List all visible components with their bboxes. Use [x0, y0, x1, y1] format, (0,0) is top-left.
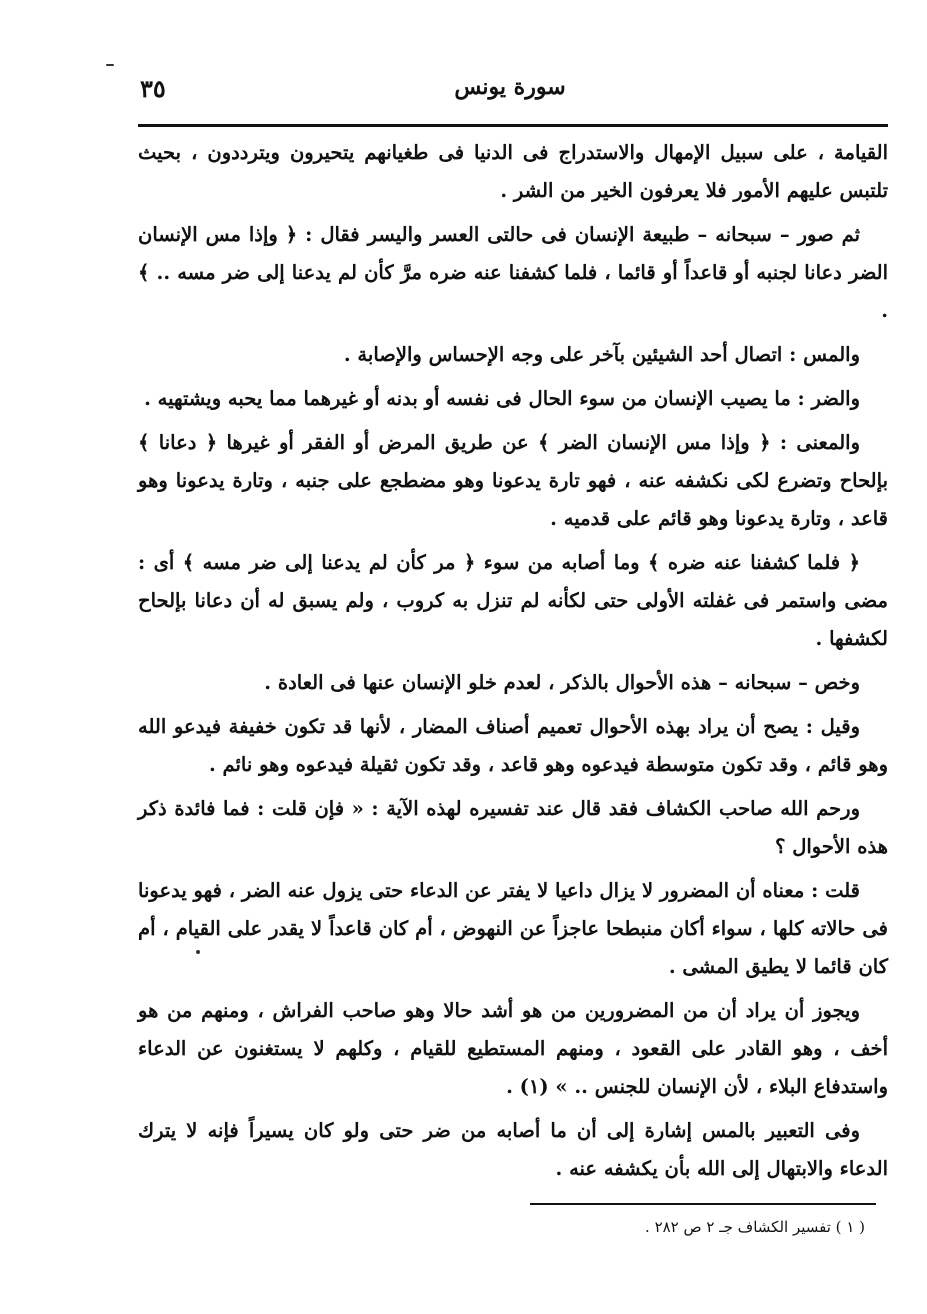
paragraph: ورحم الله صاحب الكشاف فقد قال عند تفسيره لهذه الآية : « فإن قلت : فما فائدة ذكر هذه الأحوال ؟ — [138, 797, 888, 858]
paragraph: وقيل : يصح أن يراد بهذه الأحوال تعميم أصناف المضار ، لأنها قد تكون خفيفة فيدعو الله وهو قائم ، وقد تكون متوسطة فيدعوه وهو قاعد ، وقد تكون ثقيلة فيدعوه وهو نائم . — [138, 715, 888, 776]
paragraph: ثم صور – سبحانه – طبيعة الإنسان فى حالتى العسر واليسر فقال : ﴿ وإذا مس الإنسان الضر دعانا لجنبه أو قاعداً أو قائما ، فلما كشفنا عنه ضره مرَّ كأن لم يدعنا إلى ضر مسه .. ﴾ . — [138, 223, 888, 322]
page-number: ٣٥ — [140, 74, 166, 103]
paragraph: والمعنى : ﴿ وإذا مس الإنسان الضر ﴾ عن طريق المرض أو الفقر أو غيرها ﴿ دعانا ﴾ بإلحاح وتضرع لكى نكشفه عنه ، فهو تارة يدعونا وهو مضطجع على جنبه ، وتارة يدعونا وهو قاعد ، وتارة يدعونا وهو قائم على قدميه . — [138, 431, 888, 530]
paragraph: والضر : ما يصيب الإنسان من سوء الحال فى نفسه أو بدنه أو غيرهما مما يحبه ويشتهيه . — [144, 387, 860, 410]
surah-title: سورة يونس — [454, 74, 566, 100]
paragraph: ويجوز أن يراد أن من المضرورين من هو أشد حالا وهو صاحب الفراش ، ومنهم من هو أخف ، وهو القادر على القعود ، ومنهم المستطيع للقيام ، وكلهم لا يستغنون عن الدعاء واستدفاع البلاء ، لأن الإنسان للجنس .. » (١) . — [138, 999, 888, 1098]
scan-speck — [106, 64, 114, 66]
scan-speck — [196, 950, 200, 954]
paragraph: القيامة ، على سبيل الإمهال والاستدراج فى الدنيا فى طغيانهم يتحيرون ويترددون ، بحيث تلتبس عليهم الأمور فلا يعرفون الخير من الشر . — [138, 141, 888, 202]
paragraph: وخص – سبحانه – هذه الأحوال بالذكر ، لعدم خلو الإنسان عنها فى العادة . — [264, 671, 860, 694]
paragraph: ﴿ فلما كشفنا عنه ضره ﴾ وما أصابه من سوء ﴿ مر كأن لم يدعنا إلى ضر مسه ﴾ أى : مضى واستمر فى غفلته الأولى حتى لكأنه لم تنزل به كروب ، ولم يسبق له أن دعانا بإلحاح لكشفها . — [138, 551, 888, 650]
footnote-rule — [530, 1203, 876, 1205]
paragraph: قلت : معناه أن المضرور لا يزال داعيا لا يفتر عن الدعاء حتى يزول عنه الضر ، فهو يدعونا فى حالاته كلها ، سواء أكان منبطحا عاجزاً عن النهوض ، أم كان قاعداً لا يقدر على القيام ، أم كان قائما لا يطيق المشى . — [138, 879, 888, 978]
paragraph: والمس : اتصال أحد الشيئين بآخر على وجه الإحساس والإصابة . — [343, 343, 860, 366]
page-header — [140, 70, 880, 114]
paragraph: وفى التعبير بالمس إشارة إلى أن ما أصابه من ضر حتى ولو كان يسيراً فإنه لا يترك الدعاء والابتهال إلى الله بأن يكشفه عنه . — [138, 1119, 888, 1180]
body-text — [138, 134, 888, 1194]
footnote: ( ١ ) تفسير الكشاف جـ ٢ ص ٢٨٢ . — [645, 1218, 865, 1236]
header-rule — [138, 124, 888, 127]
